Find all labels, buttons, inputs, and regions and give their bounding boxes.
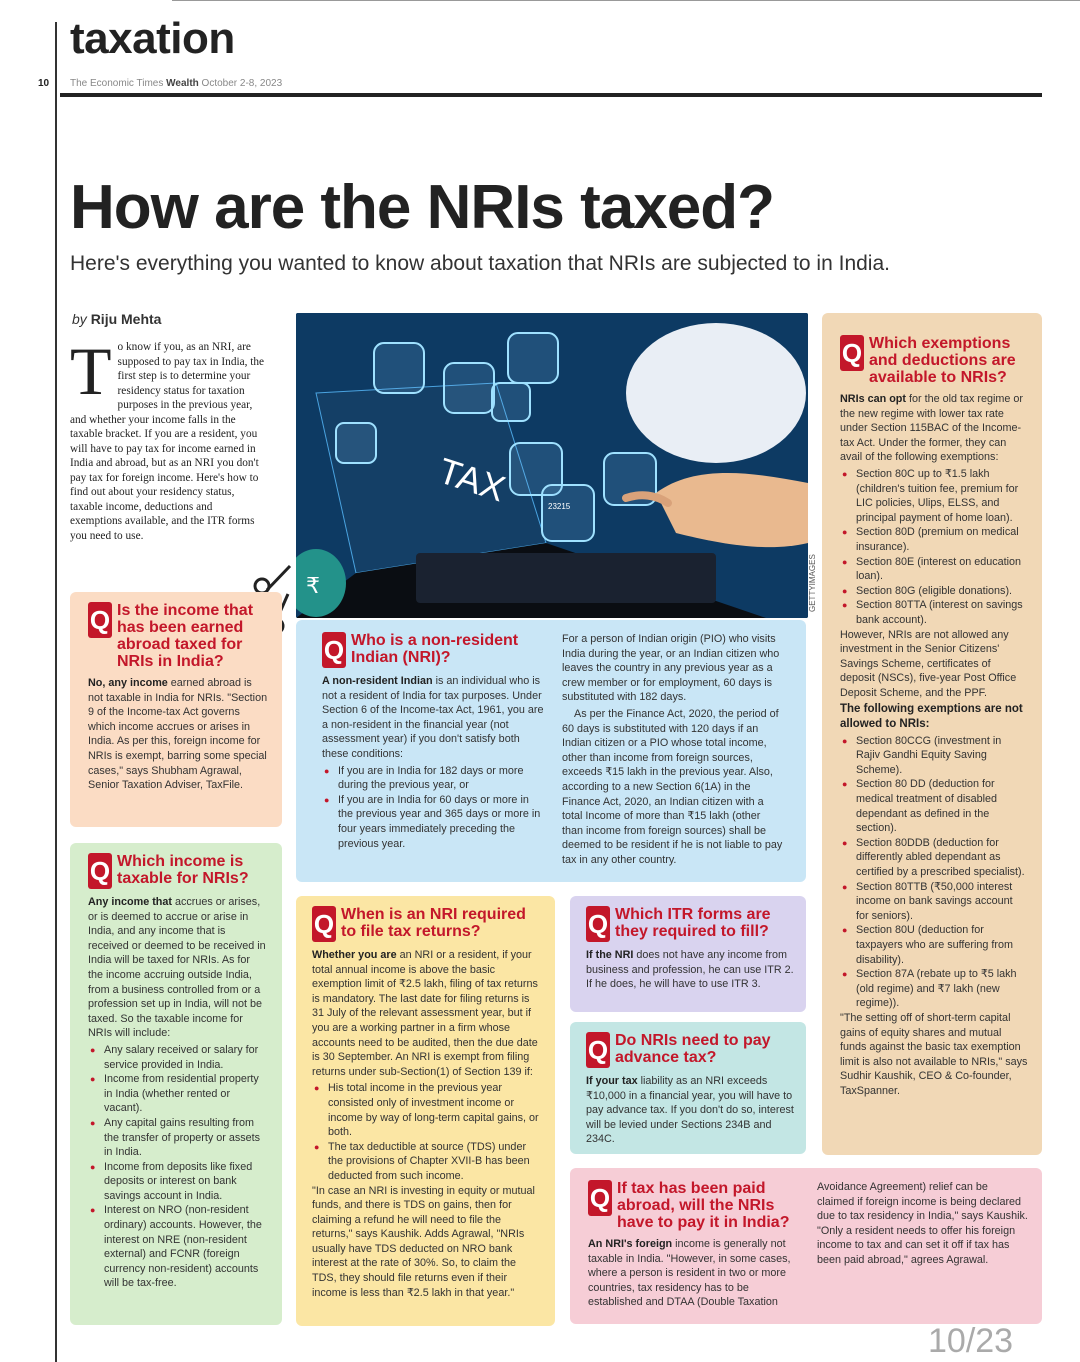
- answer-paragraph: However, NRIs are not allowed any investment in the Senior Citizens' Savings Scheme, certificates of deposit (NSCs), five-year Post Office Deposit Scheme, and the PPF.: [840, 628, 1017, 699]
- answer-body: accrues or arises, or is deemed to accrue or arise in India, and any income that is received or deemed to be received in India will be taxed for NRIs. As for the income accruing outside India, from a business controlled from or a profession set up in India, will not be taxed. So the taxable income for NRIs will include:: [88, 896, 266, 1040]
- list-item: ● Section 80 DD (deduction for medical treatment of disabled dependant as defined in the section).: [856, 777, 1028, 835]
- page-counter: 10/23: [928, 1322, 1014, 1360]
- drop-cap: T: [70, 333, 112, 409]
- qa-title: Which income is taxable for NRIs?: [117, 853, 249, 887]
- answer-lead: If your tax: [586, 1075, 638, 1087]
- list-item: ● His total income in the previous year consisted only of investment income or income by way of long-term capital gains, or both.: [328, 1081, 541, 1139]
- qa-answer: [88, 895, 268, 1041]
- qa-box-tax-paid-abroad: [570, 1168, 1042, 1324]
- qa-answer: [840, 392, 1028, 465]
- q-marker: Q: [88, 853, 112, 889]
- q-marker: Q: [586, 1032, 610, 1068]
- q-marker: Q: [588, 1180, 612, 1216]
- hero-photo: [296, 313, 808, 618]
- qa-heading: [586, 1032, 794, 1068]
- qa-title: When is an NRI required to file tax returns?: [341, 906, 526, 940]
- qa-title: Which ITR forms are they required to fill?: [615, 906, 771, 940]
- list-item: ● If you are in India for 60 days or more in the previous year and 365 days or more in four years immediately preceding the previous year.: [338, 793, 544, 851]
- qa-box-income-abroad: [70, 592, 282, 827]
- qa-title: Which exemptions and deductions are available to NRIs?: [869, 335, 1016, 386]
- headline: How are the NRIs taxed?: [70, 173, 774, 242]
- answer-lead: If the NRI: [586, 949, 634, 961]
- author: Riju Mehta: [90, 311, 162, 327]
- qa-answer: [322, 674, 544, 762]
- qa-box-file-returns: [296, 896, 555, 1326]
- q-marker: Q: [312, 906, 336, 942]
- residency-conditions-list: [322, 764, 544, 852]
- qa-box-who-is-nri: [296, 620, 806, 882]
- q-marker: Q: [586, 906, 610, 942]
- qa-columns: [322, 632, 784, 876]
- byline-prefix: by: [72, 311, 87, 327]
- list-item: ● Section 80D (premium on medical insurance).: [856, 525, 1028, 554]
- money-bag-icon: ₹: [306, 574, 320, 599]
- answer-lead: Any income that: [88, 896, 172, 908]
- list-item: ● Any capital gains resulting from the transfer of property or assets in India.: [104, 1116, 268, 1160]
- qa-box-taxable-income: [70, 843, 282, 1325]
- list-item: ● Income from residential property in India (whether rented or vacant).: [104, 1072, 268, 1116]
- intro-paragraph: [70, 333, 265, 543]
- qa-heading: [586, 906, 794, 942]
- list-item: ● Section 80E (interest on education loan).: [856, 555, 1028, 584]
- laptop-illustration: [296, 313, 808, 618]
- qa-heading: [840, 335, 1028, 386]
- list-item: ● Section 80DDB (deduction for differently abled dependant as certified by a prescribed specialist).: [856, 836, 1028, 880]
- answer-paragraph: "In case an NRI is investing in equity or mutual funds, and there is TDS on gains, then for claiming a refund he will need to file the returns," says Kaushik. Adds Agrawal, "NRIs usually have TDS deducted on NRO bank interest at the rate of 30%. So, to claim the TDS, they should file returns even if their income is less than ₹2.5 lakh in that year.": [312, 1184, 535, 1299]
- q-marker: Q: [322, 632, 346, 668]
- list-item: ● Section 80U (deduction for taxpayers who are suffering from disability).: [856, 923, 1028, 967]
- qa-title: Who is a non-resident Indian (NRI)?: [351, 632, 519, 666]
- answer-paragraph: As per the Finance Act, 2020, the period of 60 days is substituted with 120 days if an Indian citizen or a PIO whose total income, other than income from foreign sources, exceeds ₹15 lakh in the previous year. Also, according to a new Section 6(1A) in the Finance Act, 2020, an Indian citizen with a total Income of more than ₹15 lakh (other than income from foreign sources) shall be deemed to be resident if he is not liable to pay tax in any other country.: [562, 707, 783, 866]
- q-marker: Q: [840, 335, 864, 371]
- qa-box-itr-forms: [570, 896, 806, 1012]
- answer-body: for the old tax regime or the new regime with lower tax rate under Section 115BAC of the Income-tax Act. Under the former, they can avail of the following exemptions:: [840, 393, 1024, 464]
- list-item: ● Section 80C up to ₹1.5 lakh (children's tuition fee, premium for LIC policies, Ulips, ELSS, and principal payment of home loan).: [856, 467, 1028, 525]
- answer-lead: No, any income: [88, 677, 168, 689]
- answer-body: is an individual who is not a resident of India for tax purposes. Under Section 6 of the Income-tax Act, 1961, you are a non-resident in the financial year (not assessment year) if you don't satisfy both these conditions:: [322, 675, 544, 760]
- qa-heading: [88, 602, 268, 670]
- subheading: The following exemptions are not allowed to NRIs:: [840, 703, 1023, 731]
- list-item: ● If you are in India for 182 days or more during the previous year, or: [338, 764, 544, 793]
- exemption-conditions-list: [312, 1081, 541, 1183]
- edition: Wealth: [166, 78, 199, 89]
- answer-body: does not have any income from business and profession, he can use ITR 2. If he does, he will have to use ITR 3.: [586, 949, 794, 991]
- list-item: ● Section 80CCG (investment in Rajiv Gandhi Equity Saving Scheme).: [856, 734, 1028, 778]
- page-number: 10: [38, 78, 50, 89]
- qa-answer: [586, 1074, 794, 1147]
- intro-text: o know if you, as an NRI, are supposed to pay tax in India, the first step is to determine your residency status for taxation purposes in the previous year, and whether your income falls in the taxable bracket. If you are a resident, you will have to pay tax for income earned in India and abroad, but as an NRI you don't pay tax for foreign income. Here's how to find out about your residency status, taxable income, deductions and exemptions available, and the ITR forms you need to use.: [70, 341, 265, 542]
- tax-screen-label: TAX: [433, 449, 511, 510]
- answer-lead: A non-resident Indian: [322, 675, 433, 687]
- header-rule: [60, 93, 1042, 97]
- answer-paragraph: For a person of Indian origin (PIO) who visits India during the year, or an Indian citizen who leaves the country in any previous year as a crew member or for employment, 60 days is substituted with 182 days.: [562, 633, 780, 704]
- taxable-income-list: [88, 1043, 268, 1291]
- list-item: ● Section 87A (rebate up to ₹5 lakh (old regime) and ₹7 lakh (new regime)).: [856, 967, 1028, 1011]
- qa-box-exemptions: [822, 313, 1042, 1155]
- qa-title: If tax has been paid abroad, will the NRIs have to pay it in India?: [617, 1180, 790, 1231]
- list-item: ● Income from deposits like fixed deposits or interest on bank savings account in India.: [104, 1160, 268, 1204]
- answer-body: an NRI or a resident, if your total annual income is above the basic exemption limit of ₹2.5 lakh, filing of tax returns is mandatory. The last date for filing returns is 31 July of the relevant assessment year, but if you are a working partner in a firm whose accounts need to be audited, then the due date is 30 September. An NRI is exempt from filing returns under sub-Section(1) of Section 139 if:: [312, 949, 538, 1078]
- q-marker: Q: [88, 602, 112, 638]
- qa-title: Do NRIs need to pay advance tax?: [615, 1032, 771, 1066]
- answer-lead: Whether you are: [312, 949, 397, 961]
- byline: [72, 311, 161, 327]
- answer-lead: An NRI's foreign: [588, 1238, 673, 1250]
- qa-columns: [588, 1180, 1028, 1316]
- qa-answer: [312, 948, 541, 1079]
- qa-heading: [588, 1180, 799, 1231]
- qa-title: Is the income that has been earned abroad taxed for NRIs in India?: [117, 602, 254, 670]
- disallowed-exemptions-list: [840, 734, 1028, 1011]
- calculator-display: 23215: [548, 502, 571, 511]
- list-item: ● Interest on NRO (non-resident ordinary) accounts. However, the interest on NRE (non-resident external) and FCNR (foreign currency non-resident) accounts will be tax-free.: [104, 1203, 268, 1291]
- list-item: ● Section 80G (eligible donations).: [856, 584, 1028, 599]
- answer-paragraph: "The setting off of short-term capital gains of equity shares and mutual funds against the basic tax exemption limit is also not available to NRIs," says Sudhir Kaushik, CEO & Co-founder, TaxSpanner.: [840, 1011, 1028, 1097]
- top-rule: [172, 0, 1080, 1]
- publication: The Economic Times: [70, 78, 164, 89]
- allowed-exemptions-list: [840, 467, 1028, 628]
- answer-body: earned abroad is not taxable in India for NRIs. "Section 9 of the Income-tax Act governs which income accrues or arises in India. As per this, foreign income for NRIs is exempt, barring some special cases," says Shubham Agrawal, Senior Taxation Adviser, TaxFile.: [88, 677, 268, 792]
- list-item: ● Any salary received or salary for service provided in India.: [104, 1043, 268, 1072]
- answer-body: income is generally not taxable in India. "However, in some cases, where a person is resident in two or more countries, tax residency has to be established and DTAA (Double Taxation Avoidance Agreement) relief can be claimed if foreign income is being declared due to tax residency in India," says Kaushik. "Only a resident needs to offer his foreign income to tax and can set it off if tax has been paid abroad," agrees Agrawal.: [588, 1181, 1028, 1309]
- answer-lead: NRIs can opt: [840, 393, 906, 405]
- list-item: ● Section 80TTA (interest on savings bank account).: [856, 598, 1028, 627]
- section-title: taxation: [70, 14, 235, 63]
- qa-heading: [88, 853, 268, 889]
- margin-rule: [55, 22, 57, 1362]
- qa-heading: [312, 906, 541, 942]
- list-item: ● The tax deductible at source (TDS) under the provisions of Chapter XVII-B has been deducted from such income.: [328, 1140, 541, 1184]
- issue-date: October 2-8, 2023: [201, 78, 283, 89]
- list-item: ● Section 80TTB (₹50,000 interest income on bank savings account for seniors).: [856, 880, 1028, 924]
- qa-heading: [322, 632, 544, 668]
- photo-credit: GETTYIMAGES: [808, 554, 817, 612]
- dek: Here's everything you wanted to know about taxation that NRIs are subjected to in India.: [70, 252, 890, 275]
- qa-answer: [88, 676, 268, 793]
- answer-body: liability as an NRI exceeds ₹10,000 in a financial year, you will have to pay advance tax. If you don't do so, interest will be levied under Sections 234B and 234C.: [586, 1075, 794, 1146]
- qa-box-advance-tax: [570, 1022, 806, 1154]
- qa-answer: [586, 948, 794, 992]
- dateline: [70, 78, 282, 89]
